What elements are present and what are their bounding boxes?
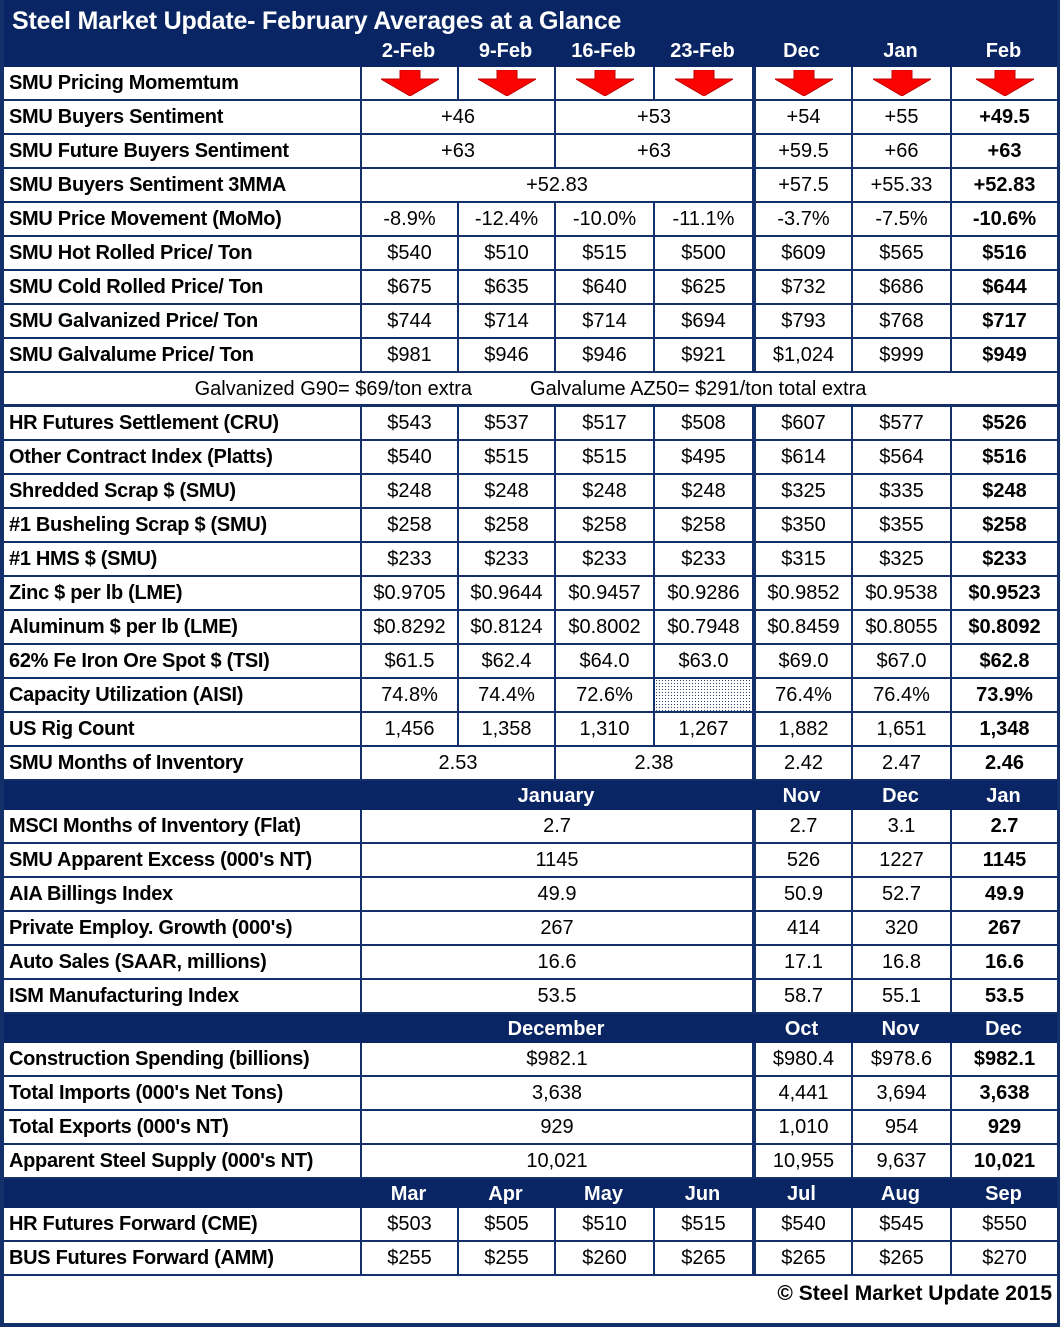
value-cell: $1,024 xyxy=(752,339,851,371)
row-label: SMU Galvanized Price/ Ton xyxy=(9,310,258,332)
value-cell: $732 xyxy=(752,271,851,303)
value-cell: -7.5% xyxy=(851,203,950,235)
value-cell: 10,021 xyxy=(950,1145,1057,1177)
value-cell: $0.8124 xyxy=(457,611,554,643)
value-cell: $325 xyxy=(851,543,950,575)
extras-note-text: Galvalume AZ50= $291/ton total extra xyxy=(530,377,867,400)
value-cell: $0.8055 xyxy=(851,611,950,643)
row-label: Zinc $ per lb (LME) xyxy=(9,582,183,604)
row-label: Other Contract Index (Platts) xyxy=(9,446,273,468)
value-cell: $270 xyxy=(950,1242,1057,1274)
value-cell: $495 xyxy=(653,441,752,473)
row-label: SMU Months of Inventory xyxy=(9,752,244,774)
section-header-row-monthly-december xyxy=(4,1014,1057,1043)
copyright-footer: © Steel Market Update 2015 xyxy=(777,1282,1052,1305)
value-cell: 2.46 xyxy=(950,747,1057,779)
value-cell: $717 xyxy=(950,305,1057,337)
table-row xyxy=(4,169,1057,203)
value-cell: 9,637 xyxy=(851,1145,950,1177)
value-cell: $540 xyxy=(752,1208,851,1240)
value-cell: 1,348 xyxy=(950,713,1057,745)
value-cell: 267 xyxy=(360,912,752,944)
value-cell: $248 xyxy=(457,475,554,507)
value-cell: 49.9 xyxy=(950,878,1057,910)
value-cell: $949 xyxy=(950,339,1057,371)
value-cell: $64.0 xyxy=(554,645,653,677)
extras-note xyxy=(4,373,1057,404)
value-cell: 50.9 xyxy=(752,878,851,910)
value-cell: 2.7 xyxy=(950,810,1057,842)
value-cell: $248 xyxy=(950,475,1057,507)
value-cell: $233 xyxy=(360,543,457,575)
table-row xyxy=(4,135,1057,169)
value-cell: 53.5 xyxy=(950,980,1057,1012)
value-cell: $793 xyxy=(752,305,851,337)
column-header: Jan xyxy=(986,784,1021,807)
value-cell: +63 xyxy=(950,135,1057,167)
value-cell: +63 xyxy=(554,135,752,167)
value-cell: $768 xyxy=(851,305,950,337)
row-label: Capacity Utilization (AISI) xyxy=(9,684,244,706)
table-row xyxy=(4,1043,1057,1077)
value-cell: $694 xyxy=(653,305,752,337)
value-cell: $255 xyxy=(360,1242,457,1274)
value-cell: 49.9 xyxy=(360,878,752,910)
row-label: HR Futures Forward (CME) xyxy=(9,1213,258,1235)
column-header: Sep xyxy=(985,1182,1022,1205)
value-cell: $61.5 xyxy=(360,645,457,677)
value-cell: $946 xyxy=(457,339,554,371)
value-cell: 52.7 xyxy=(851,878,950,910)
row-label: SMU Pricing Momemtum xyxy=(9,72,239,94)
value-cell: 53.5 xyxy=(360,980,752,1012)
value-cell: $260 xyxy=(554,1242,653,1274)
value-cell: -10.6% xyxy=(950,203,1057,235)
momentum-cell xyxy=(554,67,653,99)
value-cell: $946 xyxy=(554,339,653,371)
table-body xyxy=(4,67,1057,1276)
value-cell: 10,955 xyxy=(752,1145,851,1177)
pricing-momentum-down-arrow-icon xyxy=(873,70,931,96)
value-cell: $515 xyxy=(554,237,653,269)
value-cell: $355 xyxy=(851,509,950,541)
table-row xyxy=(4,339,1057,373)
value-cell: $714 xyxy=(554,305,653,337)
value-cell: 929 xyxy=(360,1111,752,1143)
section-header-spacer xyxy=(4,1179,360,1208)
table-row xyxy=(4,844,1057,878)
value-cell: 2.53 xyxy=(360,747,554,779)
value-cell: $981 xyxy=(360,339,457,371)
value-cell: $258 xyxy=(360,509,457,541)
column-header: Nov xyxy=(881,1017,920,1040)
pricing-momentum-down-arrow-icon xyxy=(381,70,439,96)
row-label: SMU Future Buyers Sentiment xyxy=(9,140,289,162)
value-cell: 1,310 xyxy=(554,713,653,745)
row-label: Aluminum $ per lb (LME) xyxy=(9,616,238,638)
table-row xyxy=(4,543,1057,577)
value-cell: 1145 xyxy=(950,844,1057,876)
section-header-row-weekly-february xyxy=(4,36,1057,65)
table-row xyxy=(4,713,1057,747)
table-row xyxy=(4,1111,1057,1145)
value-cell: $515 xyxy=(457,441,554,473)
value-cell: +66 xyxy=(851,135,950,167)
row-label: Total Imports (000's Net Tons) xyxy=(9,1082,283,1104)
value-cell: $248 xyxy=(653,475,752,507)
value-cell: 74.4% xyxy=(457,679,554,711)
table-row xyxy=(4,577,1057,611)
column-header: Apr xyxy=(488,1182,523,1205)
value-cell: $0.9644 xyxy=(457,577,554,609)
row-label: ISM Manufacturing Index xyxy=(9,985,239,1007)
momentum-cell xyxy=(457,67,554,99)
column-header: 23-Feb xyxy=(670,39,735,62)
table-row xyxy=(4,441,1057,475)
value-cell: $744 xyxy=(360,305,457,337)
value-cell: -3.7% xyxy=(752,203,851,235)
value-cell: 929 xyxy=(950,1111,1057,1143)
value-cell: $675 xyxy=(360,271,457,303)
value-cell: 4,441 xyxy=(752,1077,851,1109)
value-cell: 72.6% xyxy=(554,679,653,711)
column-header: Aug xyxy=(881,1182,920,1205)
column-header: Oct xyxy=(784,1017,819,1040)
value-cell: $0.9457 xyxy=(554,577,653,609)
value-cell: $258 xyxy=(653,509,752,541)
value-cell: $505 xyxy=(457,1208,554,1240)
value-cell: +54 xyxy=(752,101,851,133)
value-cell: $614 xyxy=(752,441,851,473)
value-cell: $503 xyxy=(360,1208,457,1240)
value-cell: 954 xyxy=(851,1111,950,1143)
value-cell: 76.4% xyxy=(851,679,950,711)
row-label: HR Futures Settlement (CRU) xyxy=(9,412,279,434)
momentum-cell xyxy=(950,67,1057,99)
value-cell: $67.0 xyxy=(851,645,950,677)
value-cell: -8.9% xyxy=(360,203,457,235)
row-label: SMU Buyers Sentiment xyxy=(9,106,224,128)
value-cell: 3,694 xyxy=(851,1077,950,1109)
value-cell: 58.7 xyxy=(752,980,851,1012)
table-row xyxy=(4,946,1057,980)
merged-month-header: January xyxy=(517,784,595,807)
row-label: 62% Fe Iron Ore Spot $ (TSI) xyxy=(9,650,270,672)
table-row xyxy=(4,912,1057,946)
value-cell: $635 xyxy=(457,271,554,303)
value-cell: $545 xyxy=(851,1208,950,1240)
value-cell: $0.9523 xyxy=(950,577,1057,609)
column-header: Feb xyxy=(985,39,1022,62)
table-row xyxy=(4,305,1057,339)
title-band xyxy=(4,0,1057,67)
value-cell: $686 xyxy=(851,271,950,303)
row-label: BUS Futures Forward (AMM) xyxy=(9,1247,274,1269)
value-cell: $350 xyxy=(752,509,851,541)
extras-note-text: Galvanized G90= $69/ton extra xyxy=(194,377,473,400)
no-data-hatch-cell xyxy=(653,679,752,711)
value-cell: 1,010 xyxy=(752,1111,851,1143)
value-cell: $543 xyxy=(360,407,457,439)
value-cell: $255 xyxy=(457,1242,554,1274)
value-cell: 16.6 xyxy=(360,946,752,978)
row-label: Shredded Scrap $ (SMU) xyxy=(9,480,236,502)
momentum-cell xyxy=(851,67,950,99)
column-header: Nov xyxy=(782,784,821,807)
value-cell: $714 xyxy=(457,305,554,337)
row-label: Auto Sales (SAAR, millions) xyxy=(9,951,267,973)
row-label: MSCI Months of Inventory (Flat) xyxy=(9,815,301,837)
value-cell: $510 xyxy=(457,237,554,269)
value-cell: $258 xyxy=(554,509,653,541)
value-cell: 3.1 xyxy=(851,810,950,842)
value-cell: $233 xyxy=(554,543,653,575)
note-row xyxy=(4,373,1057,407)
value-cell: 2.7 xyxy=(360,810,752,842)
column-header: Jul xyxy=(787,1182,816,1205)
value-cell: 10,021 xyxy=(360,1145,752,1177)
value-cell: $0.9852 xyxy=(752,577,851,609)
row-label: Apparent Steel Supply (000's NT) xyxy=(9,1150,314,1172)
table-row xyxy=(4,509,1057,543)
value-cell: $233 xyxy=(950,543,1057,575)
value-cell: $982.1 xyxy=(360,1043,752,1075)
value-cell: 2.7 xyxy=(752,810,851,842)
value-cell: 1227 xyxy=(851,844,950,876)
value-cell: 320 xyxy=(851,912,950,944)
table-row xyxy=(4,1145,1057,1179)
table-row xyxy=(4,1242,1057,1276)
value-cell: 1,358 xyxy=(457,713,554,745)
table-row xyxy=(4,203,1057,237)
value-cell: $921 xyxy=(653,339,752,371)
value-cell: $577 xyxy=(851,407,950,439)
table-row xyxy=(4,237,1057,271)
value-cell: $515 xyxy=(554,441,653,473)
value-cell: $540 xyxy=(360,441,457,473)
value-cell: $233 xyxy=(653,543,752,575)
value-cell: $508 xyxy=(653,407,752,439)
value-cell: 1145 xyxy=(360,844,752,876)
value-cell: 1,456 xyxy=(360,713,457,745)
column-header: Dec xyxy=(985,1017,1022,1040)
value-cell: $0.9538 xyxy=(851,577,950,609)
value-cell: $526 xyxy=(950,407,1057,439)
value-cell: $335 xyxy=(851,475,950,507)
value-cell: $0.8459 xyxy=(752,611,851,643)
section-header-row-monthly-january xyxy=(4,781,1057,810)
column-header: Jun xyxy=(684,1182,721,1205)
value-cell: $69.0 xyxy=(752,645,851,677)
table-row xyxy=(4,407,1057,441)
column-header: Dec xyxy=(882,784,919,807)
column-header: 16-Feb xyxy=(571,39,636,62)
table-row xyxy=(4,1077,1057,1111)
value-cell: +55 xyxy=(851,101,950,133)
value-cell: +49.5 xyxy=(950,101,1057,133)
value-cell: $625 xyxy=(653,271,752,303)
pricing-momentum-down-arrow-icon xyxy=(576,70,634,96)
row-label: #1 Busheling Scrap $ (SMU) xyxy=(9,514,267,536)
row-label: SMU Cold Rolled Price/ Ton xyxy=(9,276,264,298)
value-cell: 55.1 xyxy=(851,980,950,1012)
table-row xyxy=(4,1208,1057,1242)
table-row xyxy=(4,475,1057,509)
value-cell: 76.4% xyxy=(752,679,851,711)
value-cell: $258 xyxy=(950,509,1057,541)
value-cell: +57.5 xyxy=(752,169,851,201)
table-row xyxy=(4,747,1057,781)
table-row xyxy=(4,101,1057,135)
value-cell: 3,638 xyxy=(950,1077,1057,1109)
column-header: 2-Feb xyxy=(381,39,436,62)
row-label: SMU Buyers Sentiment 3MMA xyxy=(9,174,286,196)
value-cell: $248 xyxy=(554,475,653,507)
value-cell: +53 xyxy=(554,101,752,133)
value-cell: +55.33 xyxy=(851,169,950,201)
value-cell: $62.8 xyxy=(950,645,1057,677)
value-cell: $315 xyxy=(752,543,851,575)
row-label: SMU Apparent Excess (000's NT) xyxy=(9,849,312,871)
value-cell: 1,882 xyxy=(752,713,851,745)
value-cell: $517 xyxy=(554,407,653,439)
value-cell: 526 xyxy=(752,844,851,876)
value-cell: $62.4 xyxy=(457,645,554,677)
value-cell: $980.4 xyxy=(752,1043,851,1075)
value-cell: -12.4% xyxy=(457,203,554,235)
table-row xyxy=(4,67,1057,101)
value-cell: $0.8292 xyxy=(360,611,457,643)
value-cell: $516 xyxy=(950,237,1057,269)
value-cell: 2.42 xyxy=(752,747,851,779)
momentum-cell xyxy=(360,67,457,99)
value-cell: $999 xyxy=(851,339,950,371)
row-label: Private Employ. Growth (000's) xyxy=(9,917,293,939)
value-cell: $640 xyxy=(554,271,653,303)
value-cell: $978.6 xyxy=(851,1043,950,1075)
value-cell: 73.9% xyxy=(950,679,1057,711)
column-header: Jan xyxy=(883,39,918,62)
value-cell: 3,638 xyxy=(360,1077,752,1109)
pricing-momentum-down-arrow-icon xyxy=(675,70,733,96)
value-cell: $0.7948 xyxy=(653,611,752,643)
row-label: Total Exports (000's NT) xyxy=(9,1116,229,1138)
value-cell: 16.6 xyxy=(950,946,1057,978)
value-cell: $63.0 xyxy=(653,645,752,677)
pricing-momentum-down-arrow-icon xyxy=(478,70,536,96)
value-cell: $510 xyxy=(554,1208,653,1240)
row-label: AIA Billings Index xyxy=(9,883,173,905)
value-cell: $233 xyxy=(457,543,554,575)
value-cell: $550 xyxy=(950,1208,1057,1240)
column-header: Dec xyxy=(783,39,820,62)
table-row xyxy=(4,645,1057,679)
value-cell: -10.0% xyxy=(554,203,653,235)
value-cell: $0.9705 xyxy=(360,577,457,609)
value-cell: $325 xyxy=(752,475,851,507)
value-cell: $265 xyxy=(752,1242,851,1274)
column-header: Mar xyxy=(390,1182,427,1205)
value-cell: 2.47 xyxy=(851,747,950,779)
value-cell: $0.9286 xyxy=(653,577,752,609)
row-label: SMU Galvalume Price/ Ton xyxy=(9,344,254,366)
value-cell: $516 xyxy=(950,441,1057,473)
value-cell: $265 xyxy=(653,1242,752,1274)
section-header-spacer xyxy=(4,36,360,65)
table-row xyxy=(4,878,1057,912)
momentum-cell xyxy=(752,67,851,99)
value-cell: $540 xyxy=(360,237,457,269)
column-header: May xyxy=(584,1182,623,1205)
value-cell: $0.8002 xyxy=(554,611,653,643)
value-cell: 16.8 xyxy=(851,946,950,978)
section-header-spacer xyxy=(4,1014,360,1043)
table-row xyxy=(4,611,1057,645)
row-label: Construction Spending (billions) xyxy=(9,1048,310,1070)
value-cell: $500 xyxy=(653,237,752,269)
table-row xyxy=(4,980,1057,1014)
merged-month-header: December xyxy=(507,1017,605,1040)
value-cell: $248 xyxy=(360,475,457,507)
value-cell: 74.8% xyxy=(360,679,457,711)
row-label: SMU Hot Rolled Price/ Ton xyxy=(9,242,253,264)
table-row xyxy=(4,810,1057,844)
row-label: #1 HMS $ (SMU) xyxy=(9,548,158,570)
page-title: Steel Market Update- February Averages at a Glance xyxy=(12,7,622,35)
section-header-row-futures-forward xyxy=(4,1179,1057,1208)
table-row xyxy=(4,271,1057,305)
value-cell: $609 xyxy=(752,237,851,269)
value-cell: $515 xyxy=(653,1208,752,1240)
value-cell: 17.1 xyxy=(752,946,851,978)
row-label: SMU Price Movement (MoMo) xyxy=(9,208,282,230)
section-header-spacer xyxy=(4,781,360,810)
value-cell: +52.83 xyxy=(360,169,752,201)
row-label: US Rig Count xyxy=(9,718,135,740)
momentum-cell xyxy=(653,67,752,99)
value-cell: 2.38 xyxy=(554,747,752,779)
column-header: 9-Feb xyxy=(478,39,533,62)
value-cell: $258 xyxy=(457,509,554,541)
value-cell: -11.1% xyxy=(653,203,752,235)
value-cell: +59.5 xyxy=(752,135,851,167)
pricing-momentum-down-arrow-icon xyxy=(976,70,1034,96)
value-cell: 1,267 xyxy=(653,713,752,745)
value-cell: $0.8092 xyxy=(950,611,1057,643)
value-cell: +46 xyxy=(360,101,554,133)
value-cell: $565 xyxy=(851,237,950,269)
value-cell: $982.1 xyxy=(950,1043,1057,1075)
value-cell: +52.83 xyxy=(950,169,1057,201)
value-cell: $644 xyxy=(950,271,1057,303)
value-cell: $607 xyxy=(752,407,851,439)
pricing-momentum-down-arrow-icon xyxy=(775,70,833,96)
value-cell: $564 xyxy=(851,441,950,473)
value-cell: $265 xyxy=(851,1242,950,1274)
value-cell: $537 xyxy=(457,407,554,439)
value-cell: 414 xyxy=(752,912,851,944)
value-cell: 267 xyxy=(950,912,1057,944)
value-cell: +63 xyxy=(360,135,554,167)
table-row xyxy=(4,679,1057,713)
value-cell: 1,651 xyxy=(851,713,950,745)
